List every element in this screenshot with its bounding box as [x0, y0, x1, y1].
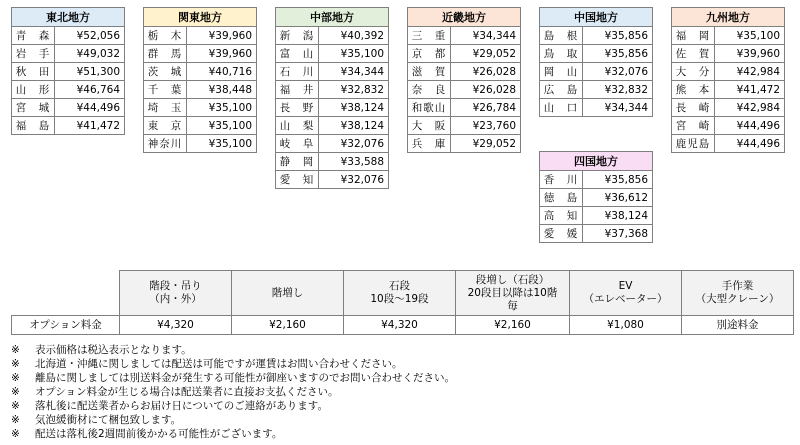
shipping-price: ¥32,832: [319, 81, 389, 99]
table-row: [408, 117, 521, 135]
table-row: [276, 153, 389, 171]
table-row: [276, 45, 389, 63]
shipping-price: ¥26,028: [451, 63, 521, 81]
region-table-chubu: [275, 7, 389, 189]
region-table-kanto: [143, 7, 257, 153]
prefecture-name: 香 川: [540, 171, 583, 189]
shipping-price: ¥49,032: [55, 45, 125, 63]
note-mark: ※: [11, 428, 20, 440]
prefecture-name: 東 京: [144, 117, 187, 135]
option-header-extra-stone-steps: 段増し（石段） 20段目以降は10階 毎: [456, 271, 570, 316]
table-row: [144, 27, 257, 45]
shipping-price: ¥40,392: [319, 27, 389, 45]
prefecture-name: 茨 城: [144, 63, 187, 81]
option-price: 別途料金: [682, 316, 794, 335]
shipping-price: ¥34,344: [319, 63, 389, 81]
prefecture-name: 佐 賀: [672, 45, 715, 63]
shipping-price: ¥38,124: [319, 117, 389, 135]
table-row: [408, 99, 521, 117]
table-row: [672, 45, 785, 63]
shipping-price: ¥35,100: [715, 27, 785, 45]
shipping-price: ¥34,344: [451, 27, 521, 45]
prefecture-name: 島 根: [540, 27, 583, 45]
shipping-price: ¥32,832: [583, 81, 653, 99]
region-table-kinki: [407, 7, 521, 153]
option-fee-table: [11, 270, 794, 335]
shipping-price: ¥46,764: [55, 81, 125, 99]
table-row: [408, 63, 521, 81]
option-price: ¥4,320: [344, 316, 456, 335]
prefecture-name: 山 梨: [276, 117, 319, 135]
prefecture-name: 高 知: [540, 207, 583, 225]
blank-cell: [12, 271, 120, 316]
table-row: [276, 171, 389, 189]
prefecture-name: 岐 阜: [276, 135, 319, 153]
table-row: [276, 81, 389, 99]
table-row: [12, 63, 125, 81]
note-text: 表示価格は税込表示となります。: [35, 344, 192, 356]
table-row: [12, 45, 125, 63]
note-item: [11, 413, 455, 427]
shipping-price: ¥35,100: [319, 45, 389, 63]
table-row: [144, 63, 257, 81]
prefecture-name: 滋 賀: [408, 63, 451, 81]
prefecture-name: 福 島: [12, 117, 55, 135]
prefecture-name: 宮 城: [12, 99, 55, 117]
prefecture-name: 神奈川: [144, 135, 187, 153]
table-row: [540, 63, 653, 81]
prefecture-name: 長 野: [276, 99, 319, 117]
note-text: 北海道・沖縄に関しましては配送は可能ですが運賃はお問い合わせください。: [35, 358, 403, 370]
shipping-price: ¥51,300: [55, 63, 125, 81]
prefecture-name: 愛 知: [276, 171, 319, 189]
prefecture-name: 熊 本: [672, 81, 715, 99]
table-row: [672, 99, 785, 117]
prefecture-name: 長 崎: [672, 99, 715, 117]
prefecture-name: 大 分: [672, 63, 715, 81]
table-row: [540, 81, 653, 99]
shipping-price: ¥35,856: [583, 27, 653, 45]
shipping-price: ¥38,124: [319, 99, 389, 117]
shipping-price: ¥35,100: [187, 99, 257, 117]
option-header-extra-floor: 階増し: [232, 271, 344, 316]
table-row: [672, 63, 785, 81]
prefecture-name: 兵 庫: [408, 135, 451, 153]
option-header-row: [12, 271, 794, 316]
region-table-chugoku: [539, 7, 653, 117]
table-row: [144, 99, 257, 117]
prefecture-name: 岩 手: [12, 45, 55, 63]
note-mark: ※: [11, 400, 20, 412]
table-row: [144, 135, 257, 153]
note-item: [11, 357, 455, 371]
note-mark: ※: [11, 386, 20, 398]
note-item: [11, 385, 455, 399]
prefecture-name: 埼 玉: [144, 99, 187, 117]
table-row: [408, 45, 521, 63]
option-header-stone-steps: 石段 10段～19段: [344, 271, 456, 316]
table-row: [408, 81, 521, 99]
prefecture-name: 新 潟: [276, 27, 319, 45]
note-item: [11, 399, 455, 413]
prefecture-name: 愛 媛: [540, 225, 583, 243]
table-row: [12, 27, 125, 45]
shipping-price: ¥42,984: [715, 99, 785, 117]
shipping-price: ¥35,100: [187, 117, 257, 135]
table-row: [276, 117, 389, 135]
shipping-price: ¥32,076: [319, 171, 389, 189]
shipping-price: ¥36,612: [583, 189, 653, 207]
note-item: [11, 427, 455, 441]
shipping-price: ¥34,344: [583, 99, 653, 117]
table-row: [276, 63, 389, 81]
prefecture-name: 富 山: [276, 45, 319, 63]
prefecture-name: 青 森: [12, 27, 55, 45]
option-value-row: [12, 316, 794, 335]
table-row: [540, 99, 653, 117]
shipping-price: ¥35,856: [583, 45, 653, 63]
region-header: 中部地方: [276, 8, 389, 27]
shipping-price: ¥23,760: [451, 117, 521, 135]
prefecture-name: 大 阪: [408, 117, 451, 135]
prefecture-name: 三 重: [408, 27, 451, 45]
shipping-price: ¥32,076: [319, 135, 389, 153]
prefecture-name: 鳥 取: [540, 45, 583, 63]
option-price: ¥1,080: [570, 316, 682, 335]
shipping-price: ¥29,052: [451, 45, 521, 63]
prefecture-name: 鹿児島: [672, 135, 715, 153]
note-item: [11, 371, 455, 385]
option-price: ¥2,160: [232, 316, 344, 335]
note-text: 気泡緩衝材にて梱包致します。: [35, 414, 182, 426]
table-row: [672, 117, 785, 135]
prefecture-name: 山 口: [540, 99, 583, 117]
shipping-price: ¥39,960: [715, 45, 785, 63]
region-table-tohoku: [11, 7, 125, 135]
shipping-price: ¥44,496: [55, 99, 125, 117]
prefecture-name: 福 井: [276, 81, 319, 99]
region-header: 関東地方: [144, 8, 257, 27]
prefecture-name: 福 岡: [672, 27, 715, 45]
prefecture-name: 千 葉: [144, 81, 187, 99]
shipping-price: ¥37,368: [583, 225, 653, 243]
note-text: 配送は落札後2週間前後かかる可能性がございます。: [35, 428, 283, 440]
option-price: ¥4,320: [120, 316, 232, 335]
option-header-elevator: EV （エレベーター）: [570, 271, 682, 316]
table-row: [144, 45, 257, 63]
table-row: [12, 81, 125, 99]
table-row: [672, 81, 785, 99]
prefecture-name: 京 都: [408, 45, 451, 63]
table-row: [276, 27, 389, 45]
option-price: ¥2,160: [456, 316, 570, 335]
shipping-price: ¥38,448: [187, 81, 257, 99]
shipping-price: ¥33,588: [319, 153, 389, 171]
shipping-price: ¥41,472: [715, 81, 785, 99]
table-row: [540, 27, 653, 45]
shipping-price: ¥44,496: [715, 135, 785, 153]
option-header-stairs: 階段・吊り （内・外）: [120, 271, 232, 316]
prefecture-name: 徳 島: [540, 189, 583, 207]
table-row: [408, 27, 521, 45]
shipping-price: ¥39,960: [187, 45, 257, 63]
region-table-kyushu: [671, 7, 785, 153]
shipping-price: ¥52,056: [55, 27, 125, 45]
note-text: 離島に関しましては別送料金が発生する可能性が御座いますのでお問い合わせください。: [35, 372, 455, 384]
note-text: 落札後に配送業者からお届け日についてのご連絡があります。: [35, 400, 328, 412]
table-row: [276, 99, 389, 117]
note-mark: ※: [11, 414, 20, 426]
prefecture-name: 山 形: [12, 81, 55, 99]
prefecture-name: 静 岡: [276, 153, 319, 171]
table-row: [540, 171, 653, 189]
note-mark: ※: [11, 344, 20, 356]
region-table-shikoku: [539, 151, 653, 243]
table-row: [12, 99, 125, 117]
shipping-price: ¥38,124: [583, 207, 653, 225]
table-row: [144, 117, 257, 135]
shipping-price: ¥26,028: [451, 81, 521, 99]
shipping-price: ¥41,472: [55, 117, 125, 135]
table-row: [12, 117, 125, 135]
shipping-price: ¥35,856: [583, 171, 653, 189]
option-header-manual-work: 手作業 （大型クレーン）: [682, 271, 794, 316]
option-row-label: オプション料金: [12, 316, 120, 335]
table-row: [540, 189, 653, 207]
prefecture-name: 奈 良: [408, 81, 451, 99]
shipping-price: ¥29,052: [451, 135, 521, 153]
notes-list: [11, 343, 455, 441]
table-row: [540, 207, 653, 225]
region-header: 東北地方: [12, 8, 125, 27]
prefecture-name: 群 馬: [144, 45, 187, 63]
prefecture-name: 栃 木: [144, 27, 187, 45]
shipping-price: ¥40,716: [187, 63, 257, 81]
table-row: [540, 45, 653, 63]
prefecture-name: 秋 田: [12, 63, 55, 81]
prefecture-name: 広 島: [540, 81, 583, 99]
shipping-price: ¥32,076: [583, 63, 653, 81]
note-mark: ※: [11, 372, 20, 384]
table-row: [276, 135, 389, 153]
note-mark: ※: [11, 358, 20, 370]
prefecture-name: 和歌山: [408, 99, 451, 117]
region-header: 近畿地方: [408, 8, 521, 27]
table-row: [540, 225, 653, 243]
region-header: 九州地方: [672, 8, 785, 27]
prefecture-name: 岡 山: [540, 63, 583, 81]
shipping-price: ¥44,496: [715, 117, 785, 135]
table-row: [408, 135, 521, 153]
shipping-price: ¥35,100: [187, 135, 257, 153]
table-row: [672, 27, 785, 45]
table-row: [144, 81, 257, 99]
prefecture-name: 石 川: [276, 63, 319, 81]
region-header: 四国地方: [540, 152, 653, 171]
note-text: オプション料金が生じる場合は配送業者に直接お支払ください。: [35, 386, 339, 398]
table-row: [672, 135, 785, 153]
shipping-price: ¥39,960: [187, 27, 257, 45]
region-header: 中国地方: [540, 8, 653, 27]
shipping-price: ¥26,784: [451, 99, 521, 117]
shipping-price: ¥42,984: [715, 63, 785, 81]
prefecture-name: 宮 崎: [672, 117, 715, 135]
note-item: [11, 343, 455, 357]
